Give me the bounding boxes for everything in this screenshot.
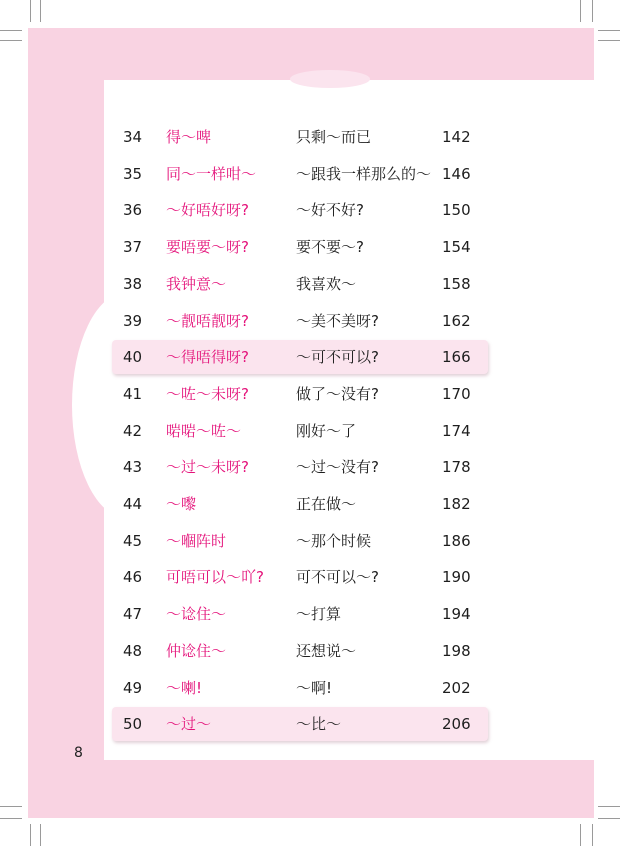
toc-row (112, 193, 488, 227)
crop-mark (598, 30, 620, 31)
mandarin-phrase: 还想说～ (296, 641, 357, 660)
mandarin-phrase: 正在做～ (296, 495, 357, 513)
entry-page: 202 (442, 678, 471, 697)
decorative-ornament (290, 70, 370, 88)
toc-row (112, 450, 488, 484)
toc-row (112, 597, 488, 631)
mandarin-phrase: 只剩～而已 (296, 128, 372, 146)
entry-number: 50 (123, 715, 143, 734)
entry-number: 37 (123, 238, 143, 257)
mandarin-phrase: 做了～没有? (296, 384, 379, 403)
entry-number: 48 (123, 641, 143, 660)
cantonese-phrase: ～谂住～ (166, 605, 227, 624)
crop-mark (598, 806, 620, 807)
cantonese-phrase: 可唔可以～吖? (166, 568, 264, 587)
entry-page: 146 (442, 164, 471, 183)
entry-page: 158 (442, 274, 471, 293)
cantonese-phrase: ～喇! (166, 678, 203, 697)
entry-page: 154 (442, 238, 471, 257)
entry-page: 206 (442, 715, 471, 734)
cantonese-phrase: ～嚟 (166, 495, 197, 513)
entry-number: 38 (123, 274, 143, 293)
entry-page: 142 (442, 128, 471, 146)
cantonese-phrase: ～得唔得呀? (166, 348, 249, 367)
mandarin-phrase: ～过～没有? (296, 458, 379, 477)
cantonese-phrase: ～好唔好呀? (166, 201, 249, 220)
entry-number: 45 (123, 531, 143, 550)
entry-page: 150 (442, 201, 471, 220)
cantonese-phrase: 得～啤 (166, 128, 212, 146)
mandarin-phrase: 我喜欢～ (296, 274, 357, 293)
entry-number: 35 (123, 164, 143, 183)
crop-mark (40, 824, 41, 846)
entry-number: 39 (123, 311, 143, 330)
cantonese-phrase: 同～一样咁～ (166, 164, 257, 183)
crop-mark (580, 824, 581, 846)
crop-mark (598, 40, 620, 41)
cantonese-phrase: 我钟意～ (166, 274, 227, 293)
toc-row (112, 414, 488, 448)
entry-number: 34 (123, 128, 143, 146)
mandarin-phrase: ～那个时候 (296, 531, 372, 550)
entry-number: 47 (123, 605, 143, 624)
crop-mark (592, 0, 593, 22)
toc-row (112, 267, 488, 301)
entry-number: 36 (123, 201, 143, 220)
entry-page: 162 (442, 311, 471, 330)
mandarin-phrase: ～好不好? (296, 201, 364, 220)
entry-number: 44 (123, 495, 143, 513)
page-number: 8 (74, 745, 83, 761)
entry-page: 190 (442, 568, 471, 587)
crop-mark (0, 40, 22, 41)
mandarin-phrase: ～可不可以? (296, 348, 379, 367)
entry-number: 40 (123, 348, 143, 367)
mandarin-phrase: ～美不美呀? (296, 311, 379, 330)
entry-page: 194 (442, 605, 471, 624)
mandarin-phrase: 刚好～了 (296, 421, 357, 440)
cantonese-phrase: 啱啱～咗～ (166, 421, 242, 440)
mandarin-phrase: ～啊! (296, 678, 333, 697)
cantonese-phrase: 要唔要～呀? (166, 238, 249, 257)
entry-number: 46 (123, 568, 143, 587)
toc-row (112, 671, 488, 705)
toc-row (112, 634, 488, 668)
entry-number: 49 (123, 678, 143, 697)
entry-page: 174 (442, 421, 471, 440)
toc-row (112, 707, 488, 741)
mandarin-phrase: 可不可以～? (296, 568, 379, 587)
cantonese-phrase: ～过～ (166, 715, 212, 734)
cantonese-phrase: ～靓唔靓呀? (166, 311, 249, 330)
toc-row (112, 157, 488, 191)
entry-number: 42 (123, 421, 143, 440)
cantonese-phrase: ～过～未呀? (166, 458, 249, 477)
toc-row (112, 377, 488, 411)
crop-mark (0, 818, 22, 819)
cantonese-phrase: ～咗～未呀? (166, 384, 249, 403)
cantonese-phrase: ～嗰阵时 (166, 531, 227, 550)
toc-row (112, 560, 488, 594)
entry-page: 186 (442, 531, 471, 550)
entry-number: 43 (123, 458, 143, 477)
toc-row (112, 524, 488, 558)
crop-mark (30, 0, 31, 22)
mandarin-phrase: 要不要～? (296, 238, 364, 257)
toc-row (112, 230, 488, 264)
mandarin-phrase: ～比～ (296, 715, 342, 734)
entry-page: 178 (442, 458, 471, 477)
crop-mark (40, 0, 41, 22)
toc-row (112, 340, 488, 374)
crop-mark (0, 30, 22, 31)
cantonese-phrase: 仲谂住～ (166, 641, 227, 660)
crop-mark (30, 824, 31, 846)
crop-mark (592, 824, 593, 846)
crop-mark (580, 0, 581, 22)
mandarin-phrase: ～跟我一样那么的～ (296, 164, 432, 183)
toc-row (112, 304, 488, 338)
entry-page: 166 (442, 348, 471, 367)
entry-page: 170 (442, 384, 471, 403)
entry-page: 182 (442, 495, 471, 513)
mandarin-phrase: ～打算 (296, 605, 342, 624)
crop-mark (598, 818, 620, 819)
crop-mark (0, 806, 22, 807)
toc-row (112, 120, 488, 154)
entry-page: 198 (442, 641, 471, 660)
entry-number: 41 (123, 384, 143, 403)
toc-row (112, 487, 488, 521)
